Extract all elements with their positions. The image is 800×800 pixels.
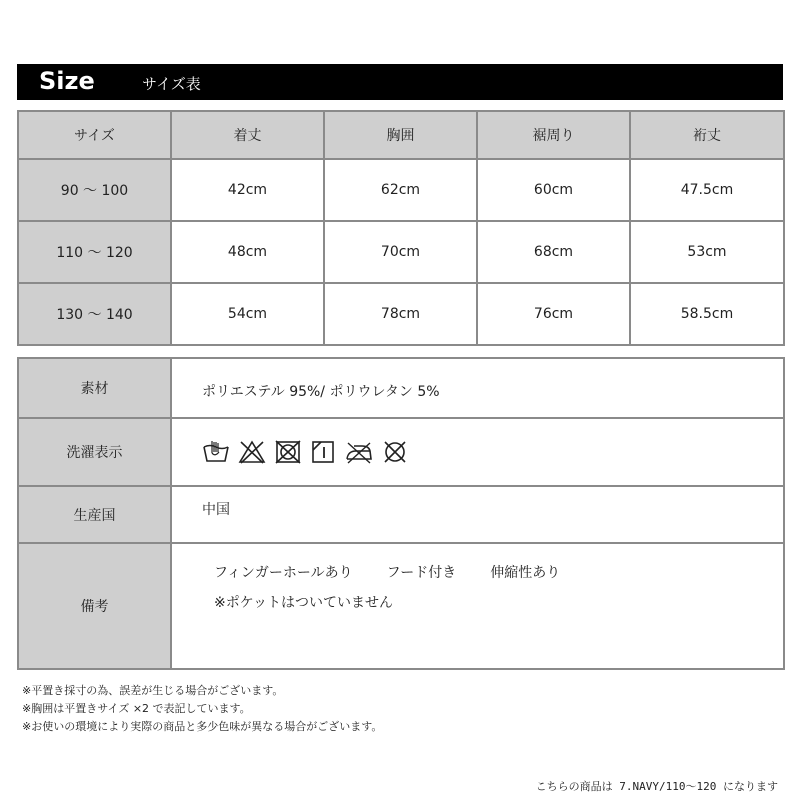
no-bleach-icon (238, 439, 266, 465)
no-dry-clean-icon (382, 439, 408, 465)
origin-row (18, 486, 784, 543)
chest-cell: 62cm (324, 159, 477, 221)
hem-cell: 60cm (477, 159, 630, 221)
origin-value: 中国 (171, 486, 784, 543)
sleeve-cell: 53cm (630, 221, 784, 283)
iron-low-crossed-icon (344, 439, 374, 465)
length-cell: 54cm (171, 283, 324, 345)
sleeve-cell: 58.5cm (630, 283, 784, 345)
size-cell: 130 〜 140 (18, 283, 171, 345)
size-table (17, 110, 785, 346)
remark-stretch: 伸縮性あり (490, 565, 561, 581)
table-row (18, 159, 784, 221)
note-line: ※平置き採寸の為、誤差が生じる場合がございます。 (22, 684, 284, 697)
header-subtitle: サイズ表 (142, 75, 201, 93)
remark-finger-hole: フィンガーホールあり (214, 565, 353, 581)
chest-header-cell: 胸囲 (324, 111, 477, 159)
header-title: Size (39, 67, 95, 95)
care-row (18, 418, 784, 486)
hem-header-cell: 裾周り (477, 111, 630, 159)
material-row (18, 358, 784, 418)
remarks-row (18, 543, 784, 669)
care-label: 洗濯表示 (18, 418, 171, 486)
care-icons (171, 418, 784, 486)
table-row (18, 221, 784, 283)
length-cell: 42cm (171, 159, 324, 221)
size-header-cell: サイズ (18, 111, 171, 159)
product-info-table (17, 357, 785, 670)
length-cell: 48cm (171, 221, 324, 283)
remarks-value (171, 543, 784, 669)
no-tumble-dry-icon (274, 439, 302, 465)
size-cell: 110 〜 120 (18, 221, 171, 283)
notes (22, 682, 382, 736)
note-line: ※お使いの環境により実際の商品と多少色味が異なる場合がございます。 (22, 720, 383, 733)
chest-cell: 70cm (324, 221, 477, 283)
origin-label: 生産国 (18, 486, 171, 543)
material-value: ポリエステル 95%/ ポリウレタン 5% (171, 358, 784, 418)
table-row (18, 283, 784, 345)
wash-tub-hand-icon (202, 439, 230, 465)
size-cell: 90 〜 100 (18, 159, 171, 221)
length-header-cell: 着丈 (171, 111, 324, 159)
material-label: 素材 (18, 358, 171, 418)
size-header-bar (17, 64, 783, 100)
hem-cell: 68cm (477, 221, 630, 283)
remark-note: ※ポケットはついていません (214, 595, 394, 611)
chest-cell: 78cm (324, 283, 477, 345)
product-variant-footer: こちらの商品は 7.NAVY/110〜120 になります (535, 780, 778, 793)
size-table-header-row (18, 111, 784, 159)
line-dry-shade-icon (310, 439, 336, 465)
remarks-label: 備考 (18, 543, 171, 669)
hem-cell: 76cm (477, 283, 630, 345)
sleeve-cell: 47.5cm (630, 159, 784, 221)
note-line: ※胸囲は平置きサイズ ×2 で表記しています。 (22, 702, 251, 715)
sleeve-header-cell: 裄丈 (630, 111, 784, 159)
remark-hood: フード付き (386, 565, 457, 581)
